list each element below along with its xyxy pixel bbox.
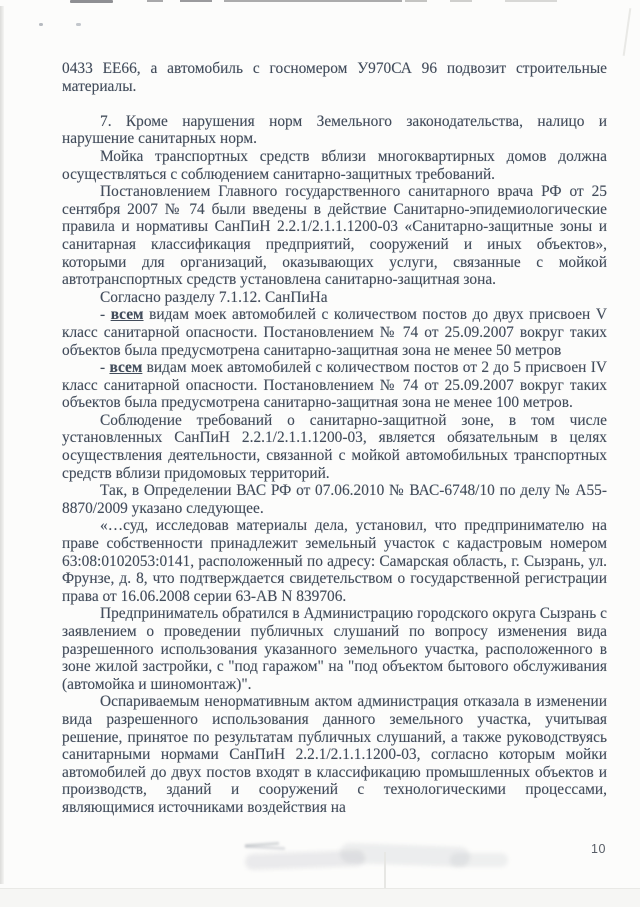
emphasized-text-run: всем [109, 359, 143, 377]
paragraph-court-quote [62, 517, 607, 605]
scan-top-edge-artifact [405, 0, 427, 2]
scan-top-edge-artifact [180, 0, 212, 2]
text-run: Согласно разделу 7.1.12. СанПиНа [100, 288, 328, 306]
smudge-stroke [245, 842, 279, 847]
smudge-blob [340, 843, 471, 868]
paragraph-refusal [62, 693, 607, 816]
scan-left-edge-shadow [0, 6, 4, 884]
paragraph-washing-requirements [62, 148, 607, 183]
paragraph-section-7112 [62, 289, 607, 307]
text-run: - [100, 306, 111, 324]
paragraph-application [62, 605, 607, 693]
paragraph-class-v [62, 306, 607, 359]
scan-bottom-band [0, 888, 640, 907]
text-run: видам моек автомобилей с количеством постов до двух присвоен V класс санитарной опасности. Постановлением № 74 от 25.09.2007 вокруг таких объектов была предусмотрена санитарно-защитная зона не менее 50 метров [62, 306, 607, 359]
scan-top-edge-artifact [224, 0, 402, 2]
text-run: Постановлением Главного государственного санитарного врача РФ от 25 сентября 2007 № 74 были введены в действие Санитарно-эпидемиологические правила и нормативы СанПиН 2.2.1/2.1.1.1200-03 «Санитарно-защитные зоны и санитарная классификация предприятий, сооружений и иных объектов», которыми для организаций, оказывающих услуги, связанные с мойкой автотранспортных средств установлена санитарно-защитная зона. [62, 183, 607, 289]
page-number: 10 [591, 842, 606, 856]
paragraph-sanpin-resolution [62, 183, 607, 289]
bleed-through-smudge [245, 843, 513, 885]
document-text [62, 60, 607, 817]
text-run: «…суд, исследовав материалы дела, установил, что предпринимателю на праве собственности принадлежит земельный участок с кадастровым номером 63:08:0102053:0141, расположенный по адресу: Самарская область, г. Сызрань, ул. Фрунзе, д. 8, что подтверждается свидетельством о государственной регистрации права от 16.06.2008 серии 63-АВ N 839706. [62, 517, 607, 605]
paragraph-class-iv [62, 359, 607, 412]
text-run: Предприниматель обратился в Администрацию городского округа Сызрань с заявлением о проведении публичных слушаний по вопросу изменения вида разрешенного использования указанного земельного участка, расположенного в зоне жилой застройки, с "под гаражом" на "под объектом бытового обслуживания (автомойка и шиномонтаж)". [62, 605, 607, 693]
paragraph-item-7 [62, 113, 607, 148]
text-run: Соблюдение требований о санитарно-защитной зоне, в том числе установленных СанПиН 2.2.1/2.1.1.1200-03, является обязательным в целях осуществления деятельности, связанной с мойкой автомобильных транспортных средств вблизи придомовых территорий. [62, 411, 607, 482]
smudge-blob [450, 853, 508, 867]
text-run: - [100, 359, 110, 377]
paragraph-continuation [62, 60, 607, 95]
emphasized-text-run: всем [110, 306, 144, 324]
text-run: видам моек автомобилей с количеством постов от 2 до 5 присвоен IV класс санитарной опасности. Постановлением № 74 от 25.09.2007 вокруг таких объектов была предусмотрена санитарно-защитная зона не менее 100 метров. [62, 359, 607, 412]
bleed-through-line [384, 852, 386, 890]
scan-top-edge-artifact [147, 0, 163, 2]
smudge-stroke [245, 845, 285, 850]
paragraph-compliance [62, 412, 607, 482]
text-run: 7. Кроме нарушения норм Земельного законодательства, налицо и нарушение санитарных норм. [62, 112, 607, 148]
text-run: Оспариваемым ненормативным актом администрация отказала в изменении вида разрешенного использования данного земельного участка, учитывая решение, принятое по результатам публичных слушаний, а также руководствуясь санитарными нормами СанПиН 2.2.1/2.1.1.1200-03, согласно которым мойки автомобилей до двух постов входят в классификацию промышленных объектов и производств, зданий и сооружений с технологическими процессами, являющимися источниками воздействия на [62, 693, 607, 816]
scan-top-edge-artifact [505, 0, 557, 2]
scan-top-edge-artifact [70, 0, 113, 3]
scan-speck [76, 23, 81, 26]
smudge-blob [245, 850, 365, 870]
paragraph-vas-reference [62, 482, 607, 517]
scan-top-edge-artifact [450, 0, 472, 2]
text-run: Мойка транспортных средств вблизи многоквартирных домов должна осуществляться с соблюдением санитарно-защитных требований. [62, 147, 607, 183]
scan-speck [39, 23, 43, 26]
text-run: 0433 ЕЕ66, а автомобиль с госномером У970СА 96 подвозит строительные материалы. [62, 60, 607, 95]
text-run: Так, в Определении ВАС РФ от 07.06.2010 № ВАС-6748/10 по делу № А55-8870/2009 указано следующее. [62, 482, 607, 517]
scan-corner-artifact [623, 8, 632, 56]
